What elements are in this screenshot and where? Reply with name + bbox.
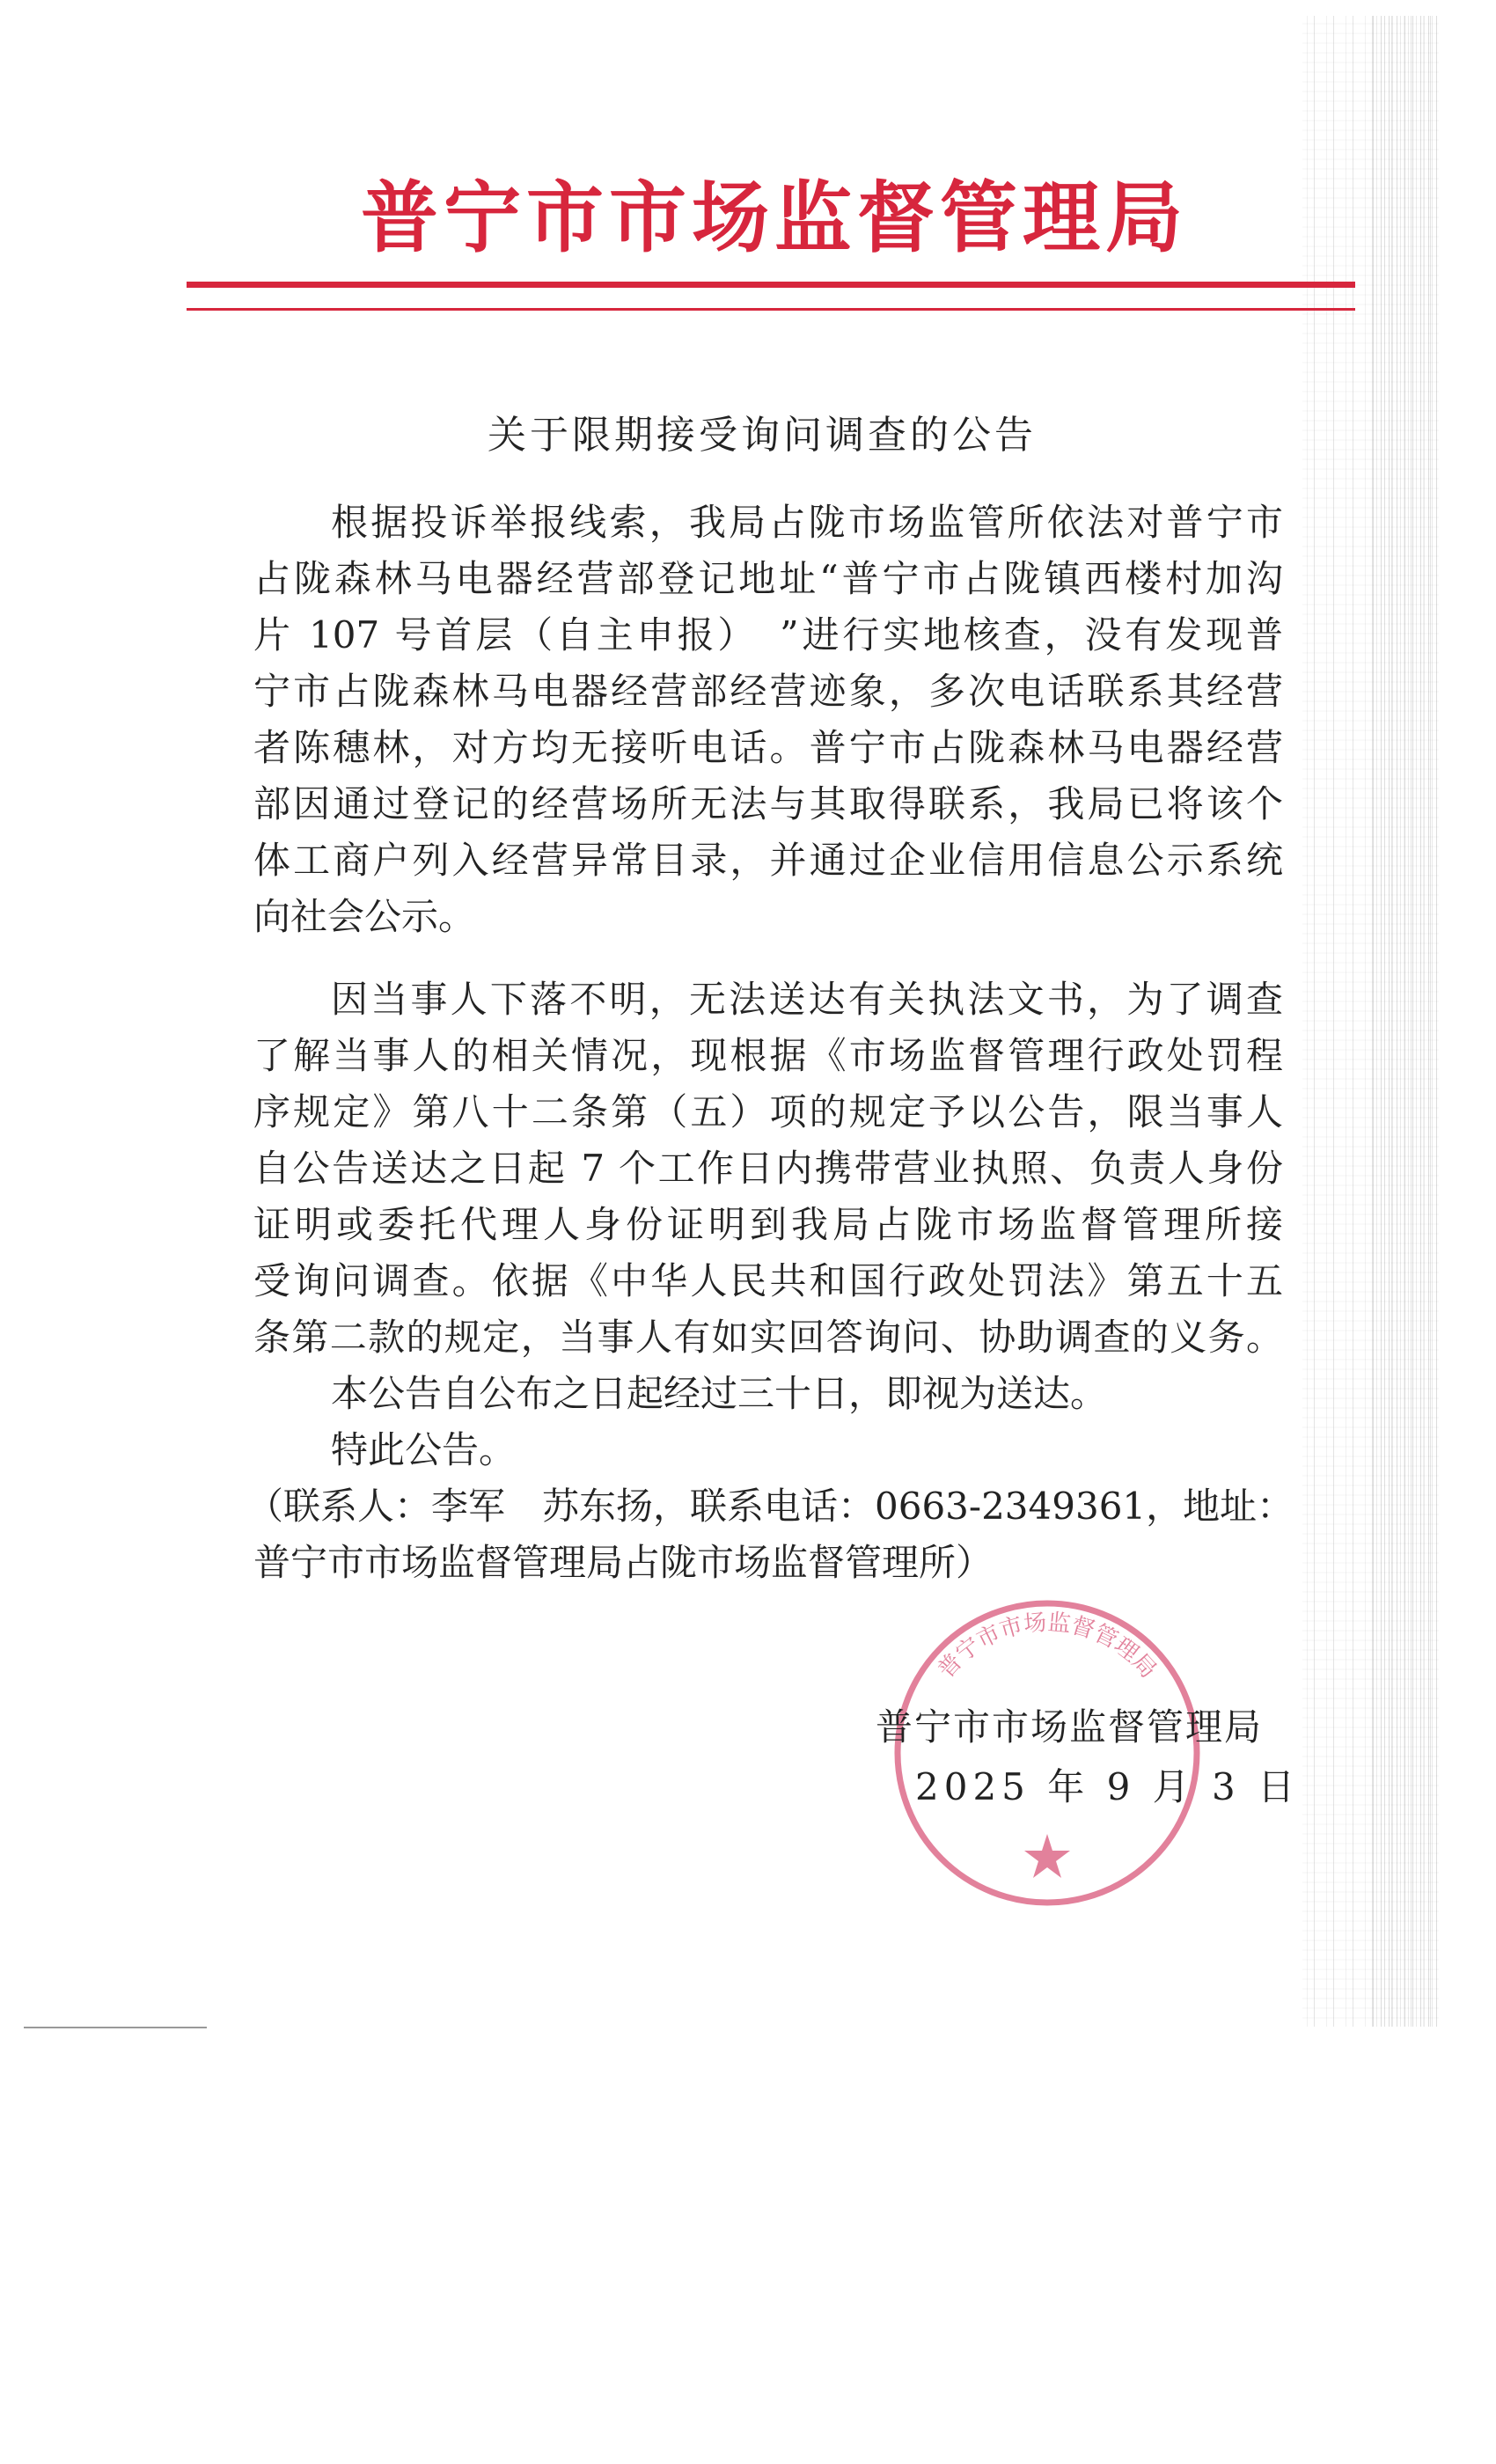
agency-letterhead: 普宁市市场监督管理局 <box>360 172 1188 263</box>
paragraph-1 <box>253 495 1283 945</box>
text-line: 部因通过登记的经营场所无法与其取得联系，我局已将该个 <box>253 782 1283 825</box>
text-line: 者陈穗林，对方均无接听电话。普宁市占陇森林马电器经营 <box>253 726 1283 769</box>
service-note: 本公告自公布之日起经过三十日，即视为送达。 <box>331 1372 1108 1415</box>
scan-artifact-edge <box>1373 16 1439 2027</box>
letterhead-rule-thin <box>187 308 1355 311</box>
text-line: 占陇森林马电器经营部登记地址“普宁市占陇镇西楼村加沟 <box>253 557 1283 600</box>
text-line: 证明或委托代理人身份证明到我局占陇市场监督管理所接 <box>253 1203 1283 1246</box>
text-line: 序规定》第八十二条第（五）项的规定予以公告，限当事人 <box>253 1090 1283 1133</box>
letterhead-rule-thick <box>187 282 1355 288</box>
text-line: 受询问调查。依据《中华人民共和国行政处罚法》第五十五 <box>253 1259 1283 1302</box>
text-line: 条第二款的规定，当事人有如实回答询问、协助调查的义务。 <box>253 1316 1283 1359</box>
stamp-star-icon <box>1024 1834 1070 1878</box>
text-line: 根据投诉举报线索，我局占陇市场监管所依法对普宁市 <box>331 501 1283 544</box>
text-line: 宁市占陇森林马电器经营部经营迹象，多次电话联系其经营 <box>253 670 1283 713</box>
closing-line: 特此公告。 <box>331 1428 517 1471</box>
text-line: 自公告送达之日起 7 个工作日内携带营业执照、负责人身份 <box>253 1147 1283 1190</box>
text-line: 向社会公示。 <box>253 895 476 938</box>
scan-edge-line <box>24 2027 207 2028</box>
text-line: 了解当事人的相关情况，现根据《市场监督管理行政处罚程 <box>253 1034 1283 1077</box>
svg-text:普宁市市场监督管理局 <box>933 1610 1162 1683</box>
official-seal-stamp <box>889 1595 1206 1911</box>
text-line: 体工商户列入经营异常目录，并通过企业信用信息公示系统 <box>253 839 1283 882</box>
text-line: 片 107 号首层（自主申报） ”进行实地核查，没有发现普 <box>253 613 1283 656</box>
text-line: 因当事人下落不明，无法送达有关执法文书，为了调查 <box>331 978 1283 1021</box>
document-body <box>246 495 1294 1591</box>
paragraph-2 <box>253 972 1283 1366</box>
issuing-authority: 普宁市市场监督管理局 <box>876 1705 1264 1749</box>
stamp-lettering: 普宁市市场监督管理局 <box>933 1609 1162 1684</box>
issue-date: 2025 年 9 月 3 日 <box>915 1765 1301 1808</box>
contact-line: 普宁市市场监督管理局占陇市场监督管理所） <box>253 1541 994 1584</box>
contact-line: （联系人：李军 苏东扬，联系电话：0663-2349361，地址： <box>246 1485 1294 1528</box>
document-title: 关于限期接受询问调查的公告 <box>488 413 1037 458</box>
